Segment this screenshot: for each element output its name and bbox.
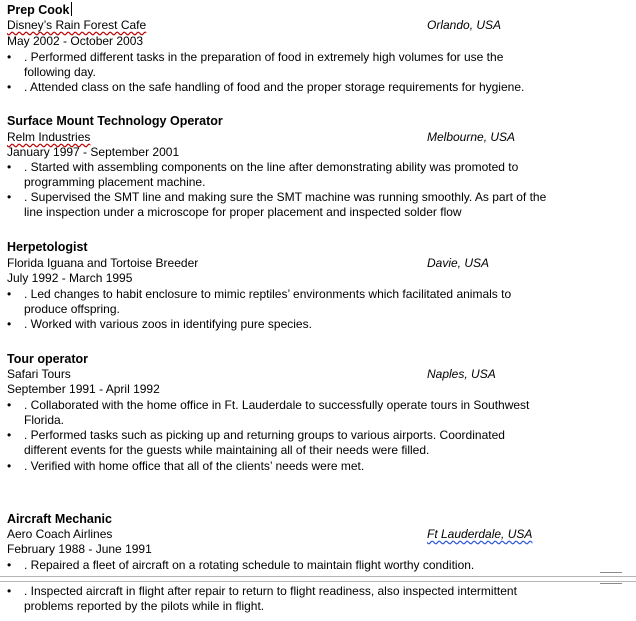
bullet-text[interactable]: . Collaborated with the home office in Ft. Lauderdale to successfully operate tours in Southwest xyxy=(24,398,530,412)
bullet-text-continued[interactable]: produce offspring. xyxy=(24,302,120,316)
bullet-glyph: • xyxy=(7,558,12,572)
bullet-text[interactable]: . Performed different tasks in the preparation of food in extremely high volumes for use the xyxy=(24,50,504,64)
text-cursor xyxy=(71,2,72,16)
bullet-glyph: • xyxy=(7,428,12,442)
bullet-text-continued[interactable]: programming placement machine. xyxy=(24,175,206,189)
job-title[interactable]: Herpetologist xyxy=(7,240,88,254)
job-location[interactable]: Melbourne, USA xyxy=(427,130,516,144)
bullet-text[interactable]: . Started with assembling components on the line after demonstrating ability was promoted to xyxy=(24,160,519,174)
employer[interactable]: Relm Industries xyxy=(7,130,91,144)
job-title[interactable]: Prep Cook xyxy=(7,3,70,17)
job-dates[interactable]: May 2002 - October 2003 xyxy=(7,34,144,48)
employer[interactable]: Florida Iguana and Tortoise Breeder xyxy=(7,256,199,270)
job-title[interactable]: Tour operator xyxy=(7,352,89,366)
job-title[interactable]: Surface Mount Technology Operator xyxy=(7,114,223,128)
bullet-text[interactable]: . Attended class on the safe handling of food and the proper storage requirements for hygiene. xyxy=(24,80,525,94)
employer[interactable]: Disney’s Rain Forest Cafe xyxy=(7,18,147,32)
job-location[interactable]: Ft Lauderdale, USA xyxy=(427,527,533,541)
bullet-text[interactable]: . Supervised the SMT line and making sure the SMT machine was running smoothly. As part of the xyxy=(24,190,547,204)
bullet-text[interactable]: . Repaired a fleet of aircraft on a rotating schedule to maintain flight worthy condition. xyxy=(24,558,475,572)
bullet-glyph: • xyxy=(7,80,12,94)
bullet-glyph: • xyxy=(7,398,12,412)
bullet-text-continued[interactable]: line inspection under a microscope for proper placement and inspected solder flow xyxy=(24,205,462,219)
bullet-glyph: • xyxy=(7,459,12,473)
bullet-text-continued[interactable]: following day. xyxy=(24,65,96,79)
bullet-glyph: • xyxy=(7,584,12,598)
bullet-text[interactable]: . Led changes to habit enclosure to mimic reptiles’ environments which facilitated animals to xyxy=(24,287,512,301)
job-dates[interactable]: February 1988 - June 1991 xyxy=(7,542,152,556)
job-dates[interactable]: January 1997 - September 2001 xyxy=(7,145,180,159)
page-break-divider xyxy=(0,576,636,582)
bullet-text[interactable]: . Performed tasks such as picking up and returning groups to various airports. Coordinated xyxy=(24,428,505,442)
job-dates[interactable]: July 1992 - March 1995 xyxy=(7,271,133,285)
bullet-text[interactable]: . Inspected aircraft in flight after repair to return to flight readiness, also inspected intermittent xyxy=(24,584,517,598)
page-break-handle[interactable] xyxy=(600,572,622,584)
job-location[interactable]: Davie, USA xyxy=(427,256,490,270)
bullet-text[interactable]: . Worked with various zoos in identifying pure species. xyxy=(24,317,312,331)
bullet-text-continued[interactable]: problems reported by the pilots while in flight. xyxy=(24,599,265,613)
bullet-glyph: • xyxy=(7,160,12,174)
bullet-glyph: • xyxy=(7,190,12,204)
bullet-glyph: • xyxy=(7,317,12,331)
bullet-text-continued[interactable]: different events for the guests while maintaining all of their needs were filled. xyxy=(24,443,430,457)
employer[interactable]: Safari Tours xyxy=(7,367,71,381)
bullet-text-continued[interactable]: Florida. xyxy=(24,413,65,427)
job-location[interactable]: Orlando, USA xyxy=(427,18,502,32)
bullet-text[interactable]: . Verified with home office that all of the clients’ needs were met. xyxy=(24,459,365,473)
job-title[interactable]: Aircraft Mechanic xyxy=(7,512,112,526)
job-dates[interactable]: September 1991 - April 1992 xyxy=(7,382,160,396)
employer[interactable]: Aero Coach Airlines xyxy=(7,527,113,541)
bullet-glyph: • xyxy=(7,287,12,301)
bullet-glyph: • xyxy=(7,50,12,64)
job-location[interactable]: Naples, USA xyxy=(427,367,496,381)
